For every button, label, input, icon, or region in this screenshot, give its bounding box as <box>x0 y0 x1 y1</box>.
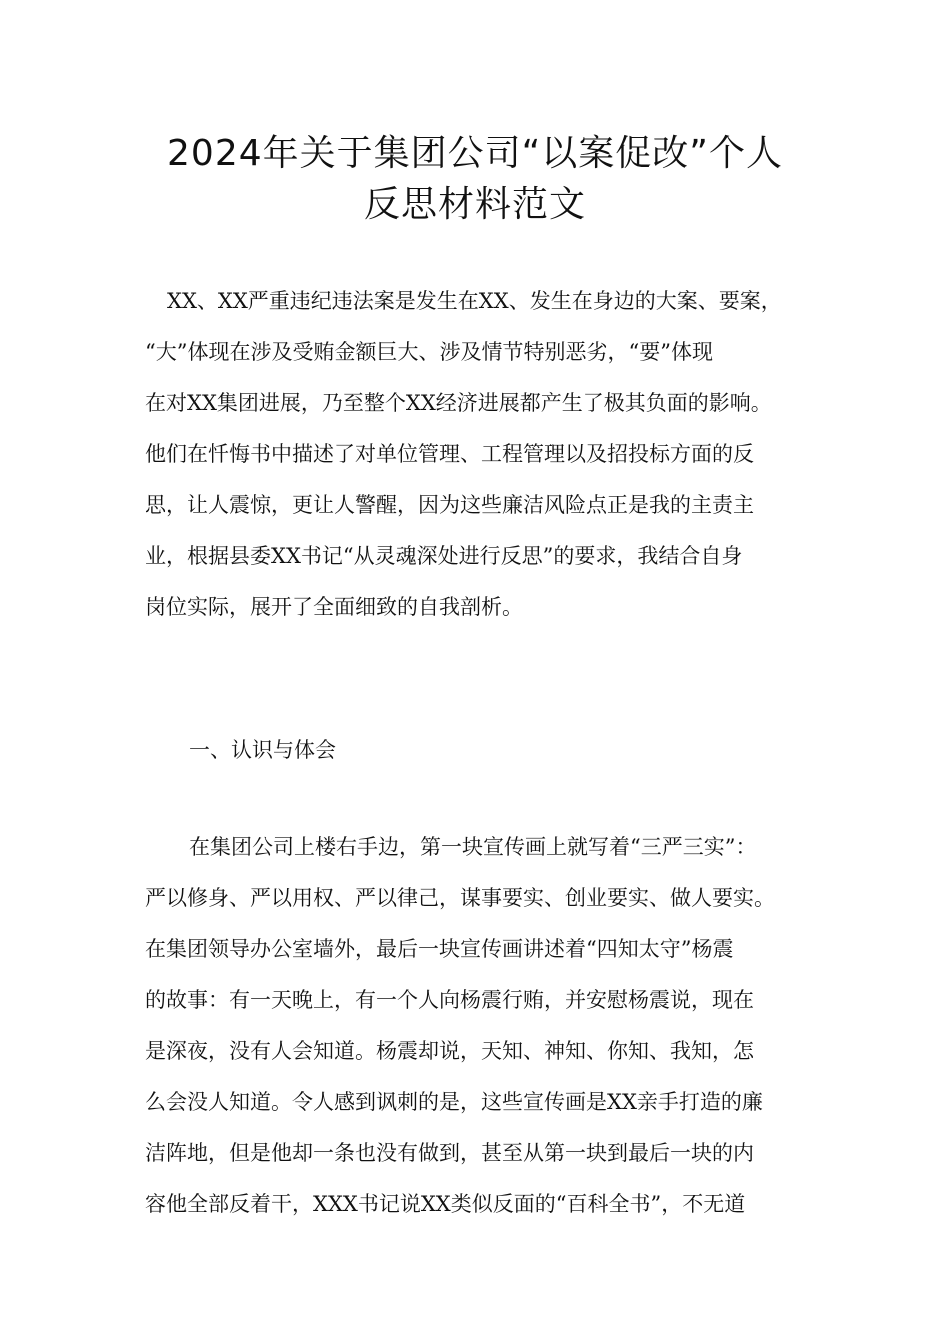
section-heading: 一、认识与体会 <box>189 738 336 762</box>
section-line: 的故事：有一天晚上，有一个人向杨震行贿，并安慰杨震说，现在 <box>145 988 754 1012</box>
intro-line: 思，让人震惊，更让人警醒，因为这些廉洁风险点正是我的主责主 <box>145 493 754 517</box>
intro-line: 岗位实际，展开了全面细致的自我剖析。 <box>145 595 523 619</box>
intro-line: XX、XX严重违纪违法案是发生在XX、发生在身边的大案、要案， <box>167 289 782 313</box>
section-line: 在集团领导办公室墙外，最后一块宣传画讲述着“四知太守”杨震 <box>145 937 734 961</box>
intro-paragraph <box>145 276 825 633</box>
document-title-line-2: 反思材料范文 <box>363 184 586 225</box>
intro-line: 在对XX集团进展，乃至整个XX经济进展都产生了极其负面的影响。 <box>145 391 772 415</box>
section-1-paragraph <box>145 822 825 1230</box>
intro-line: “大”体现在涉及受贿金额巨大、涉及情节特别恶劣，“要”体现 <box>145 340 713 364</box>
section-line: 容他全部反着干，XXX书记说XX类似反面的“百科全书”，不无道 <box>145 1192 746 1216</box>
intro-line: 业，根据县委XX书记“从灵魂深处进行反思”的要求，我结合自身 <box>145 544 743 568</box>
section-line: 洁阵地，但是他却一条也没有做到，甚至从第一块到最后一块的内 <box>145 1141 754 1165</box>
section-line: 在集团公司上楼右手边，第一块宣传画上就写着“三严三实”： <box>189 835 757 859</box>
intro-line: 他们在忏悔书中描述了对单位管理、工程管理以及招投标方面的反 <box>145 442 754 466</box>
section-line: 严以修身、严以用权、严以律己，谋事要实、创业要实、做人要实。 <box>145 886 775 910</box>
section-line: 是深夜，没有人会知道。杨震却说，天知、神知、你知、我知，怎 <box>145 1039 754 1063</box>
document-title-line-1: 2024年关于集团公司“以案促改”个人 <box>167 133 783 174</box>
section-line: 么会没人知道。令人感到讽刺的是，这些宣传画是XX亲手打造的廉 <box>145 1090 763 1114</box>
